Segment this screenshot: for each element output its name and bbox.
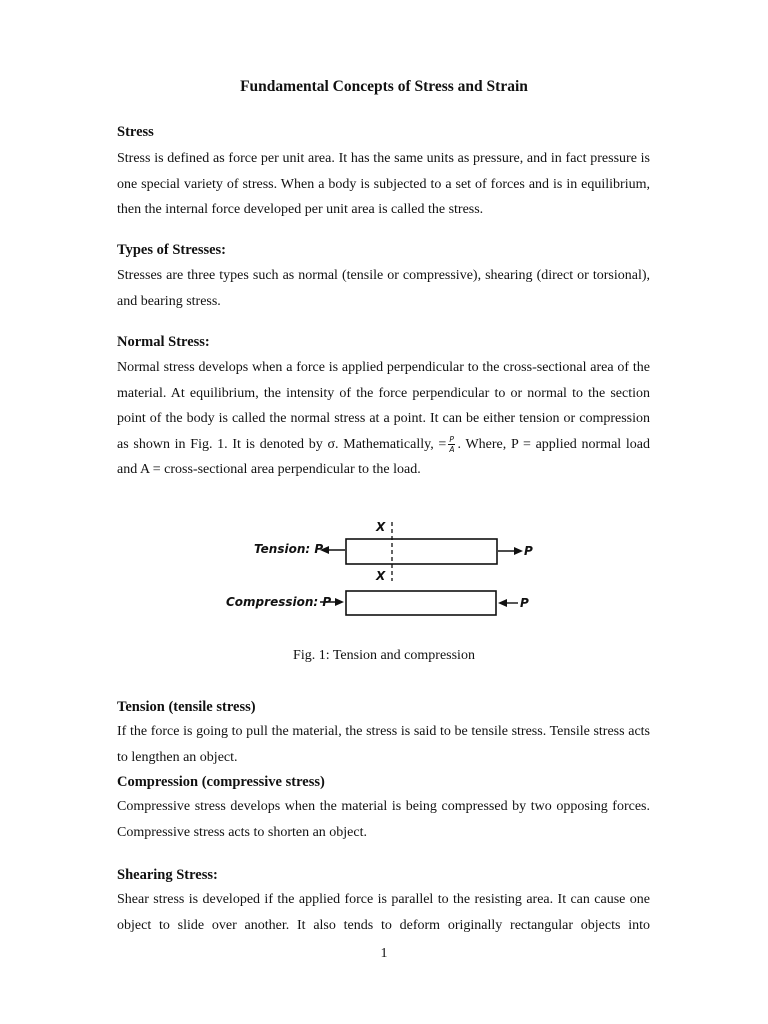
section-label-x-top: X — [376, 520, 386, 534]
tension-right-arrowhead-icon — [514, 547, 523, 555]
heading-stress: Stress — [117, 124, 154, 140]
paragraph-compression: Compressive stress develops when the material is being compressed by two opposing forces. Compressive stress acts to shorten an object. — [117, 799, 650, 840]
compression-left-arrowhead-icon — [335, 598, 344, 606]
fraction-p-over-a — [448, 435, 455, 454]
paragraph-normal-stress — [117, 355, 650, 483]
fraction-denominator: A — [449, 444, 455, 454]
heading-normal-stress: Normal Stress: — [117, 334, 210, 350]
tension-label: Tension: P — [254, 542, 324, 556]
figure-tension-compression — [218, 517, 548, 617]
heading-compression: Compression (compressive stress) — [117, 774, 325, 790]
heading-tension: Tension (tensile stress) — [117, 699, 256, 715]
fraction-numerator: P — [449, 434, 454, 444]
normal-stress-text-before: Normal stress develops when a force is applied perpendicular to the cross-sectional area of the material. At equilibrium, the intensity of the force perpendicular to or normal to the section point of the body is called the normal stress at a point. It can be either tension or compression as shown in Fig. 1. It is denoted by σ. Mathematically, = — [117, 360, 650, 452]
tension-bar — [346, 539, 497, 564]
page-number: 1 — [380, 946, 388, 961]
compression-bar — [346, 591, 496, 615]
paragraph-stress: Stress is defined as force per unit area. It has the same units as pressure, and in fact pressure is one special variety of stress. When a body is subjected to a set of forces and is in equilibrium, then the internal force developed per unit area is called the stress. — [117, 151, 650, 217]
heading-types-of-stresses: Types of Stresses: — [117, 242, 227, 258]
tension-force-label: P — [524, 544, 533, 558]
section-label-x-bottom: X — [376, 569, 386, 583]
figure-caption: Fig. 1: Tension and compression — [293, 648, 475, 663]
normal-stress-text-after: . Where, P = applied normal load and A = cross-sectional area perpendicular to the load. — [117, 436, 650, 477]
heading-shearing-stress: Shearing Stress: — [117, 867, 218, 883]
compression-label: Compression: P — [226, 595, 332, 609]
paragraph-shearing-stress: Shear stress is developed if the applied force is parallel to the resisting area. It can cause one object to slide over another. It also tends to deform originally rectangular objects into — [117, 892, 650, 933]
compression-force-label: P — [520, 596, 529, 610]
paragraph-tension: If the force is going to pull the material, the stress is said to be tensile stress. Tensile stress acts to lengthen an object. — [117, 724, 650, 765]
paragraph-types-of-stresses: Stresses are three types such as normal (tensile or compressive), shearing (direct or torsional), and bearing stress. — [117, 268, 650, 309]
page-title: Fundamental Concepts of Stress and Strain — [240, 78, 528, 95]
compression-right-arrowhead-icon — [498, 599, 507, 607]
